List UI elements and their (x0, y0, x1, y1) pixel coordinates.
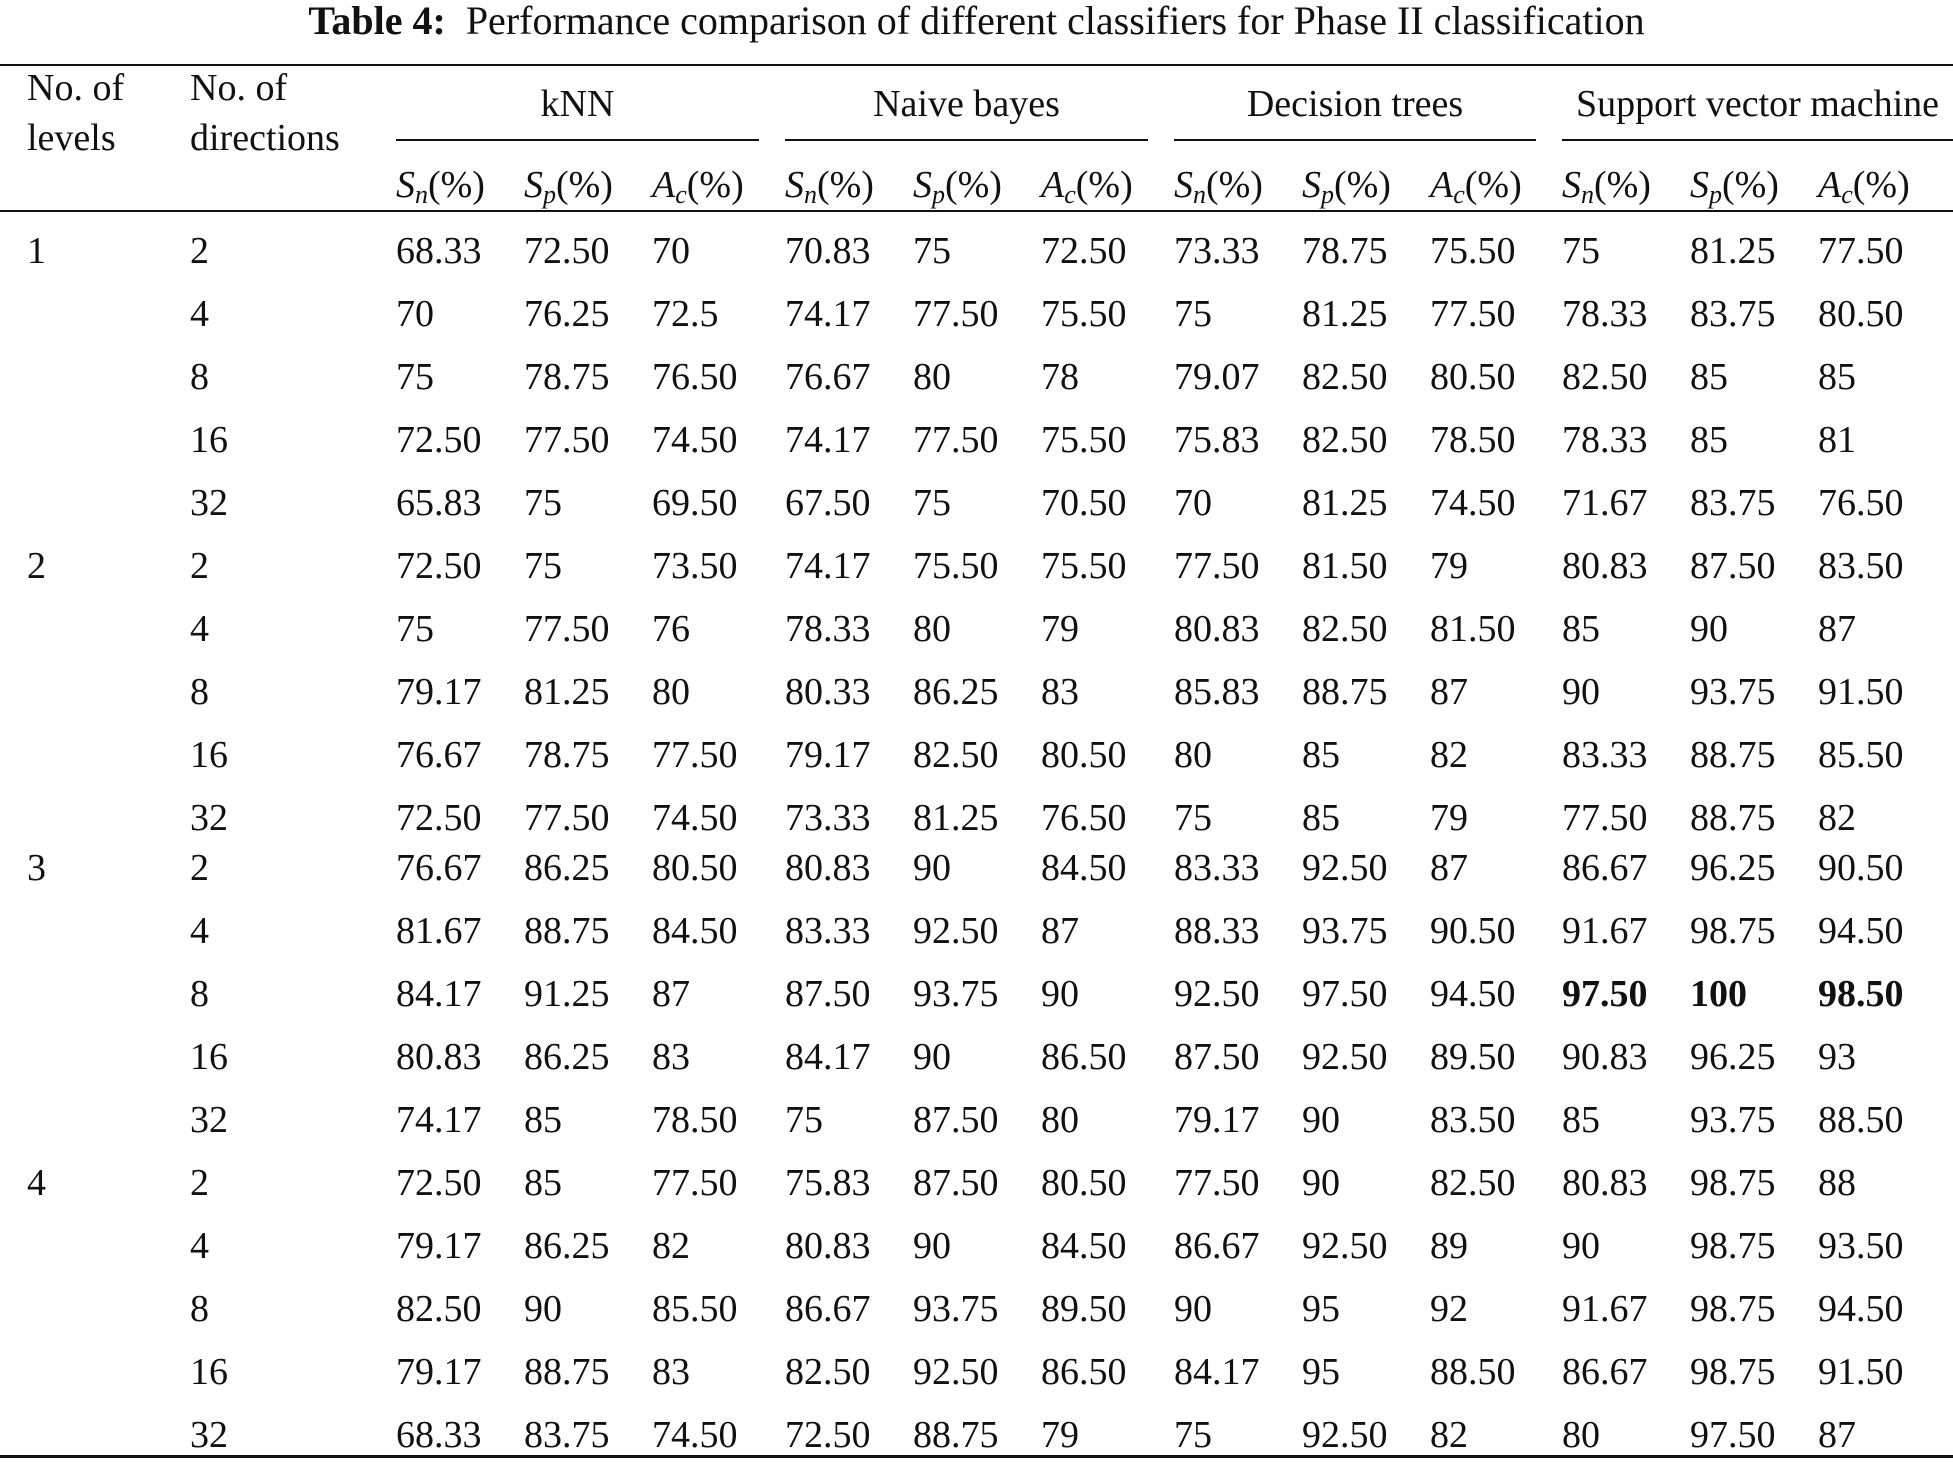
metric-header-3-2: $S_p(\%)$ (1302, 164, 1391, 209)
value-cell: 86.25 (524, 847, 610, 889)
level-cell: 2 (27, 545, 46, 587)
value-cell: 75 (1174, 1414, 1212, 1456)
value-cell: 70 (652, 230, 690, 272)
value-cell: 86.67 (785, 1288, 871, 1330)
value-cell: 74.17 (396, 1099, 482, 1141)
value-cell: 75.50 (1041, 419, 1127, 461)
value-cell: 72.50 (396, 545, 482, 587)
value-cell: 78.33 (1562, 293, 1648, 335)
value-cell: 81.50 (1430, 608, 1516, 650)
value-cell: 84.17 (396, 973, 482, 1015)
value-cell: 92.50 (913, 1351, 999, 1393)
value-cell: 85.50 (652, 1288, 738, 1330)
value-cell: 84.50 (652, 910, 738, 952)
value-cell: 88.75 (1690, 797, 1776, 839)
value-cell: 77.50 (913, 293, 999, 335)
value-cell: 87 (1041, 910, 1079, 952)
value-cell: 72.50 (396, 797, 482, 839)
value-cell: 87.50 (785, 973, 871, 1015)
value-cell: 81.67 (396, 910, 482, 952)
value-cell: 83.75 (1690, 293, 1776, 335)
value-cell: 74.50 (652, 797, 738, 839)
value-cell: 82.50 (1302, 356, 1388, 398)
value-cell: 91.67 (1562, 910, 1648, 952)
value-cell: 78.33 (1562, 419, 1648, 461)
value-cell: 81 (1818, 419, 1856, 461)
value-cell: 81.25 (913, 797, 999, 839)
value-cell: 88.75 (524, 910, 610, 952)
value-cell: 80 (1562, 1414, 1600, 1456)
value-cell: 75.50 (1430, 230, 1516, 272)
value-cell: 75 (396, 608, 434, 650)
value-cell: 77.50 (1430, 293, 1516, 335)
value-cell: 83.75 (524, 1414, 610, 1456)
value-cell: 80 (1041, 1099, 1079, 1141)
value-cell: 79.17 (396, 1225, 482, 1267)
value-cell: 98.50 (1818, 973, 1904, 1015)
value-cell: 84.17 (1174, 1351, 1260, 1393)
value-cell: 79 (1041, 608, 1079, 650)
metric-header-2-3: $A_c(\%)$ (1041, 164, 1133, 209)
caption-text: Performance comparison of different classifiers for Phase II classification (465, 0, 1645, 43)
value-cell: 90 (913, 1036, 951, 1078)
group-underline-4 (1562, 139, 1953, 141)
value-cell: 87 (1430, 671, 1468, 713)
value-cell: 76.67 (785, 356, 871, 398)
direction-cell: 8 (190, 1288, 209, 1330)
header-levels: No. of levels (27, 67, 125, 159)
direction-cell: 8 (190, 671, 209, 713)
value-cell: 75.50 (1041, 545, 1127, 587)
value-cell: 89.50 (1430, 1036, 1516, 1078)
value-cell: 92 (1430, 1288, 1468, 1330)
value-cell: 85 (1302, 797, 1340, 839)
value-cell: 77.50 (1818, 230, 1904, 272)
value-cell: 94.50 (1818, 910, 1904, 952)
metric-header-1-3: $A_c(\%)$ (652, 164, 744, 209)
group-underline-3 (1174, 139, 1536, 141)
value-cell: 74.17 (785, 419, 871, 461)
value-cell: 79 (1041, 1414, 1079, 1456)
value-cell: 85 (1562, 1099, 1600, 1141)
value-cell: 87.50 (913, 1099, 999, 1141)
value-cell: 88 (1818, 1162, 1856, 1204)
value-cell: 97.50 (1562, 973, 1648, 1015)
group-label-4: Support vector machine (1575, 83, 1939, 125)
value-cell: 75.50 (913, 545, 999, 587)
direction-cell: 4 (190, 608, 209, 650)
value-cell: 74.17 (785, 545, 871, 587)
group-label-3: Decision trees (1246, 83, 1464, 125)
value-cell: 76.67 (396, 847, 482, 889)
value-cell: 75 (524, 545, 562, 587)
value-cell: 83.33 (1174, 847, 1260, 889)
direction-cell: 2 (190, 230, 209, 272)
metric-header-3-3: $A_c(\%)$ (1430, 164, 1522, 209)
value-cell: 87.50 (1690, 545, 1776, 587)
value-cell: 88.75 (1302, 671, 1388, 713)
group-label-2: Naive bayes (873, 83, 1060, 125)
metric-header-3-1: $S_n(\%)$ (1174, 164, 1263, 209)
value-cell: 90.83 (1562, 1036, 1648, 1078)
value-cell: 76.25 (524, 293, 610, 335)
value-cell: 79.07 (1174, 356, 1260, 398)
value-cell: 84.50 (1041, 847, 1127, 889)
value-cell: 98.75 (1690, 1225, 1776, 1267)
header-rule (0, 210, 1953, 212)
value-cell: 87.50 (913, 1162, 999, 1204)
value-cell: 77.50 (652, 1162, 738, 1204)
value-cell: 75 (785, 1099, 823, 1141)
metric-header-4-2: $S_p(\%)$ (1690, 164, 1779, 209)
metric-header-2-1: $S_n(\%)$ (785, 164, 874, 209)
direction-cell: 8 (190, 973, 209, 1015)
value-cell: 83.33 (785, 910, 871, 952)
value-cell: 75 (524, 482, 562, 524)
value-cell: 78.75 (524, 356, 610, 398)
value-cell: 90 (1041, 973, 1079, 1015)
value-cell: 82.50 (785, 1351, 871, 1393)
value-cell: 68.33 (396, 230, 482, 272)
value-cell: 77.50 (524, 797, 610, 839)
value-cell: 69.50 (652, 482, 738, 524)
value-cell: 75 (913, 230, 951, 272)
value-cell: 82 (652, 1225, 690, 1267)
value-cell: 88.33 (1174, 910, 1260, 952)
value-cell: 81.25 (1302, 482, 1388, 524)
value-cell: 79.17 (785, 734, 871, 776)
value-cell: 75 (1174, 797, 1212, 839)
value-cell: 97.50 (1690, 1414, 1776, 1456)
value-cell: 89 (1430, 1225, 1468, 1267)
value-cell: 82 (1430, 1414, 1468, 1456)
value-cell: 91.67 (1562, 1288, 1648, 1330)
value-cell: 86.25 (524, 1036, 610, 1078)
value-cell: 75.83 (785, 1162, 871, 1204)
direction-cell: 2 (190, 545, 209, 587)
group-underline-1 (396, 139, 759, 141)
value-cell: 91.25 (524, 973, 610, 1015)
value-cell: 95 (1302, 1351, 1340, 1393)
value-cell: 80.83 (1562, 545, 1648, 587)
level-cell: 3 (27, 847, 46, 889)
value-cell: 90 (1562, 1225, 1600, 1267)
value-cell: 90 (1302, 1162, 1340, 1204)
value-cell: 100 (1690, 973, 1747, 1015)
value-cell: 85 (1818, 356, 1856, 398)
value-cell: 80.50 (652, 847, 738, 889)
level-cell: 4 (27, 1162, 46, 1204)
value-cell: 98.75 (1690, 1288, 1776, 1330)
value-cell: 83 (652, 1351, 690, 1393)
value-cell: 94.50 (1818, 1288, 1904, 1330)
group-label-1: kNN (540, 83, 615, 125)
value-cell: 84.17 (785, 1036, 871, 1078)
direction-cell: 2 (190, 1162, 209, 1204)
value-cell: 98.75 (1690, 1162, 1776, 1204)
value-cell: 82.50 (1302, 608, 1388, 650)
value-cell: 82 (1430, 734, 1468, 776)
value-cell: 75.83 (1174, 419, 1260, 461)
metric-header-4-3: $A_c(\%)$ (1818, 164, 1910, 209)
value-cell: 85 (1690, 419, 1728, 461)
value-cell: 83 (1041, 671, 1079, 713)
value-cell: 74.17 (785, 293, 871, 335)
direction-cell: 16 (190, 734, 228, 776)
value-cell: 77.50 (1174, 1162, 1260, 1204)
value-cell: 72.50 (785, 1414, 871, 1456)
value-cell: 75 (396, 356, 434, 398)
value-cell: 82.50 (1302, 419, 1388, 461)
value-cell: 74.50 (1430, 482, 1516, 524)
value-cell: 82.50 (396, 1288, 482, 1330)
value-cell: 80.50 (1430, 356, 1516, 398)
value-cell: 92.50 (1174, 973, 1260, 1015)
level-cell: 1 (27, 230, 46, 272)
value-cell: 98.75 (1690, 1351, 1776, 1393)
value-cell: 88.50 (1430, 1351, 1516, 1393)
value-cell: 94.50 (1430, 973, 1516, 1015)
direction-cell: 16 (190, 1351, 228, 1393)
value-cell: 75 (1174, 293, 1212, 335)
value-cell: 76 (652, 608, 690, 650)
value-cell: 79.17 (1174, 1099, 1260, 1141)
value-cell: 78.75 (524, 734, 610, 776)
value-cell: 90.50 (1818, 847, 1904, 889)
value-cell: 80.50 (1041, 1162, 1127, 1204)
value-cell: 82.50 (1430, 1162, 1516, 1204)
value-cell: 73.33 (1174, 230, 1260, 272)
value-cell: 77.50 (652, 734, 738, 776)
value-cell: 90 (524, 1288, 562, 1330)
value-cell: 80 (913, 608, 951, 650)
value-cell: 79.17 (396, 1351, 482, 1393)
value-cell: 77.50 (524, 608, 610, 650)
value-cell: 89.50 (1041, 1288, 1127, 1330)
direction-cell: 32 (190, 797, 228, 839)
value-cell: 78.75 (1302, 230, 1388, 272)
value-cell: 90 (1690, 608, 1728, 650)
direction-cell: 32 (190, 1099, 228, 1141)
value-cell: 80.83 (1562, 1162, 1648, 1204)
value-cell: 82.50 (1562, 356, 1648, 398)
direction-cell: 16 (190, 419, 228, 461)
value-cell: 80 (1174, 734, 1212, 776)
metric-header-1-2: $S_p(\%)$ (524, 164, 613, 209)
value-cell: 83.33 (1562, 734, 1648, 776)
direction-cell: 4 (190, 910, 209, 952)
value-cell: 72.50 (1041, 230, 1127, 272)
value-cell: 86.50 (1041, 1036, 1127, 1078)
value-cell: 76.50 (1818, 482, 1904, 524)
header-directions: No. of directions (190, 67, 340, 159)
value-cell: 78 (1041, 356, 1079, 398)
value-cell: 80.83 (785, 1225, 871, 1267)
value-cell: 80.83 (785, 847, 871, 889)
value-cell: 79 (1430, 797, 1468, 839)
value-cell: 90 (1174, 1288, 1212, 1330)
table-caption (0, 0, 1953, 44)
value-cell: 70.83 (785, 230, 871, 272)
value-cell: 75 (1562, 230, 1600, 272)
value-cell: 70 (1174, 482, 1212, 524)
value-cell: 90 (913, 847, 951, 889)
direction-cell: 4 (190, 293, 209, 335)
value-cell: 96.25 (1690, 847, 1776, 889)
value-cell: 86.67 (1174, 1225, 1260, 1267)
value-cell: 83 (652, 1036, 690, 1078)
value-cell: 77.50 (524, 419, 610, 461)
value-cell: 72.5 (652, 293, 719, 335)
value-cell: 80 (913, 356, 951, 398)
value-cell: 88.75 (1690, 734, 1776, 776)
value-cell: 87 (1818, 1414, 1856, 1456)
group-underline-2 (785, 139, 1148, 141)
value-cell: 85.50 (1818, 734, 1904, 776)
value-cell: 67.50 (785, 482, 871, 524)
direction-cell: 4 (190, 1225, 209, 1267)
value-cell: 84.50 (1041, 1225, 1127, 1267)
value-cell: 80.83 (396, 1036, 482, 1078)
value-cell: 80.50 (1041, 734, 1127, 776)
value-cell: 73.33 (785, 797, 871, 839)
value-cell: 91.50 (1818, 671, 1904, 713)
metric-header-1-1: $S_n(\%)$ (396, 164, 485, 209)
value-cell: 86.67 (1562, 1351, 1648, 1393)
value-cell: 87.50 (1174, 1036, 1260, 1078)
value-cell: 87 (1430, 847, 1468, 889)
value-cell: 68.33 (396, 1414, 482, 1456)
direction-cell: 8 (190, 356, 209, 398)
value-cell: 86.50 (1041, 1351, 1127, 1393)
value-cell: 93.75 (1690, 671, 1776, 713)
value-cell: 88.75 (913, 1414, 999, 1456)
value-cell: 92.50 (913, 910, 999, 952)
value-cell: 83.75 (1690, 482, 1776, 524)
direction-cell: 2 (190, 847, 209, 889)
value-cell: 70.50 (1041, 482, 1127, 524)
value-cell: 79.17 (396, 671, 482, 713)
value-cell: 81.25 (524, 671, 610, 713)
value-cell: 74.50 (652, 1414, 738, 1456)
value-cell: 72.50 (396, 419, 482, 461)
value-cell: 72.50 (524, 230, 610, 272)
value-cell: 92.50 (1302, 1036, 1388, 1078)
value-cell: 90 (913, 1225, 951, 1267)
value-cell: 70 (396, 293, 434, 335)
value-cell: 80.33 (785, 671, 871, 713)
value-cell: 81.50 (1302, 545, 1388, 587)
value-cell: 88.75 (524, 1351, 610, 1393)
value-cell: 79 (1430, 545, 1468, 587)
value-cell: 78.50 (652, 1099, 738, 1141)
value-cell: 90.50 (1430, 910, 1516, 952)
value-cell: 71.67 (1562, 482, 1648, 524)
value-cell: 83.50 (1818, 545, 1904, 587)
value-cell: 97.50 (1302, 973, 1388, 1015)
value-cell: 80.50 (1818, 293, 1904, 335)
value-cell: 80.83 (1174, 608, 1260, 650)
value-cell: 86.25 (524, 1225, 610, 1267)
metric-header-2-2: $S_p(\%)$ (913, 164, 1002, 209)
value-cell: 85 (524, 1162, 562, 1204)
value-cell: 92.50 (1302, 847, 1388, 889)
value-cell: 87 (652, 973, 690, 1015)
value-cell: 90 (1302, 1099, 1340, 1141)
value-cell: 93.75 (1690, 1099, 1776, 1141)
value-cell: 93.75 (1302, 910, 1388, 952)
value-cell: 78.33 (785, 608, 871, 650)
value-cell: 92.50 (1302, 1414, 1388, 1456)
value-cell: 81.25 (1302, 293, 1388, 335)
value-cell: 75.50 (1041, 293, 1127, 335)
value-cell: 81.25 (1690, 230, 1776, 272)
value-cell: 87 (1818, 608, 1856, 650)
value-cell: 80 (652, 671, 690, 713)
caption-label: Table 4: (308, 0, 446, 43)
value-cell: 93.75 (913, 1288, 999, 1330)
value-cell: 76.50 (1041, 797, 1127, 839)
value-cell: 82 (1818, 797, 1856, 839)
value-cell: 72.50 (396, 1162, 482, 1204)
value-cell: 78.50 (1430, 419, 1516, 461)
value-cell: 75 (913, 482, 951, 524)
value-cell: 82.50 (913, 734, 999, 776)
value-cell: 77.50 (1562, 797, 1648, 839)
direction-cell: 16 (190, 1036, 228, 1078)
value-cell: 85.83 (1174, 671, 1260, 713)
value-cell: 73.50 (652, 545, 738, 587)
value-cell: 88.50 (1818, 1099, 1904, 1141)
value-cell: 90 (1562, 671, 1600, 713)
value-cell: 96.25 (1690, 1036, 1776, 1078)
value-cell: 85 (524, 1099, 562, 1141)
direction-cell: 32 (190, 482, 228, 524)
value-cell: 86.67 (1562, 847, 1648, 889)
value-cell: 95 (1302, 1288, 1340, 1330)
value-cell: 76.67 (396, 734, 482, 776)
value-cell: 93.50 (1818, 1225, 1904, 1267)
value-cell: 98.75 (1690, 910, 1776, 952)
value-cell: 85 (1690, 356, 1728, 398)
value-cell: 65.83 (396, 482, 482, 524)
value-cell: 83.50 (1430, 1099, 1516, 1141)
value-cell: 85 (1302, 734, 1340, 776)
value-cell: 93.75 (913, 973, 999, 1015)
metric-header-4-1: $S_n(\%)$ (1562, 164, 1651, 209)
value-cell: 74.50 (652, 419, 738, 461)
value-cell: 85 (1562, 608, 1600, 650)
value-cell: 92.50 (1302, 1225, 1388, 1267)
value-cell: 86.25 (913, 671, 999, 713)
value-cell: 77.50 (913, 419, 999, 461)
value-cell: 93 (1818, 1036, 1856, 1078)
value-cell: 76.50 (652, 356, 738, 398)
value-cell: 91.50 (1818, 1351, 1904, 1393)
direction-cell: 32 (190, 1414, 228, 1456)
value-cell: 77.50 (1174, 545, 1260, 587)
